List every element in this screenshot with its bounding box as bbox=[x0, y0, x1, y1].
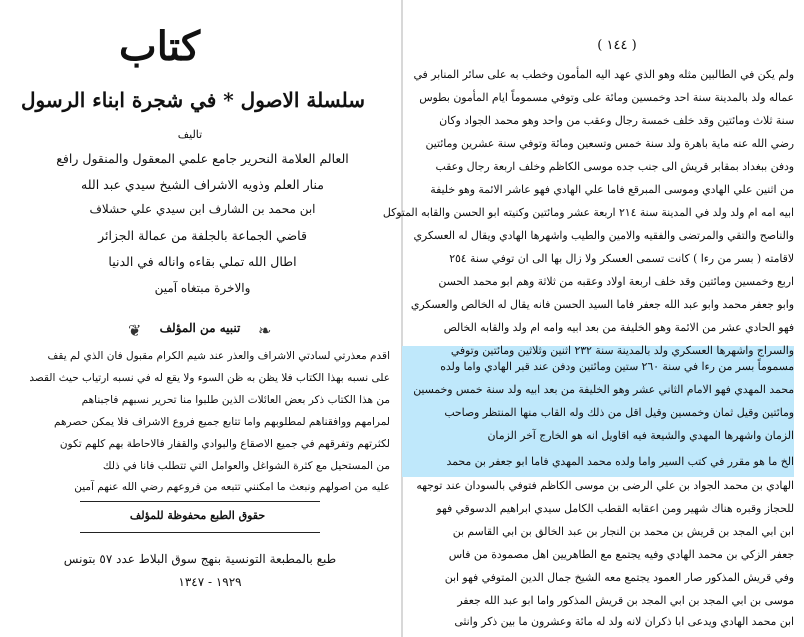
body-line: رضي الله عنه ماية باهرة ولد سنة خمس وتسعين ومائة وتوفي سنة عشرين ومائتين bbox=[425, 137, 794, 150]
author-line: اطال الله تملي بقاءه واناله في الدنيا bbox=[108, 254, 297, 269]
body-line: لاقامته ( بسر من رءا ) كانت تسمى العسكر ولا زال بها الى ان توفي سنة ٢٥٤ bbox=[449, 252, 794, 265]
body-line: من اثنين علي الهادي وموسى المبرقع فاما علي الهادي فهو عاشر الائمة وهو خليفة bbox=[430, 183, 794, 196]
page-gutter bbox=[401, 0, 403, 637]
author-line: ابن محمد بن الشارف ابن سيدي علي حشلاف bbox=[89, 202, 316, 216]
body-line: وابو جعفر محمد وابو عبد الله جعفر فاما السيد الحسن فانه يقال له الخالص والعسكري bbox=[410, 298, 794, 311]
body-line: سنة ثلاث ومائتين وقد خلف خمسة رجال وعقب من واحد وهو محمد الجواد وكان bbox=[439, 114, 794, 127]
note-title: تنبيه من المؤلف bbox=[159, 321, 241, 335]
note-line: لمرامهم ووافقناهم لمطلوبهم واما تتابع جميع فروع الاشراف فلا يمكن حصرهم bbox=[54, 416, 390, 428]
book-logo: كتاب bbox=[119, 23, 200, 70]
note-line: عليه من اصولهم ونبعث ما امكنني تتبعه من فروعهم رضي الله عنهم آمين bbox=[74, 481, 390, 493]
body-line: ولم يكن في الطالبين مثله وهو الذي عهد اليه المأمون وخطب به على سائر المنابر في bbox=[413, 68, 794, 81]
ornament-icon: ❦ bbox=[128, 321, 142, 340]
body-line: والسراج واشهرها العسكري ولد بالمدينة سنة ٢٣٢ اثنين وثلاثين ومائتين وتوفي bbox=[450, 344, 794, 357]
body-line: مسموماً بسر من رءا في سنة ٢٦٠ ستين ومائتين ودفن عند قبر الهادي واما ولده bbox=[440, 360, 794, 373]
body-line: الهادي بن محمد الجواد بن علي الرضى بن موسى الكاظم فتوفي بالسودان عند توجهه bbox=[416, 479, 794, 492]
body-line: عماله ولد بالمدينة سنة احد وخمسين ومائة على وتوفي مسموماً ايام المأمون بطوس bbox=[419, 91, 794, 104]
note-line: على نسبه بهذا الكتاب فلا يظن به ظن السوء ولا يقع له في نسبه ارتياب حيث القصد bbox=[29, 372, 390, 384]
printer-line: طبع بالمطبعة التونسية بنهج سوق البلاط عدد ٥٧ بتونس bbox=[63, 552, 337, 566]
author-line: قاضي الجماعة بالجلفة من عمالة الجزائر bbox=[98, 228, 307, 243]
body-line: والناصح والتقي والمرتضى والفقيه والامين والطيب واشهرها الهادي ويقال له العسكري bbox=[413, 229, 794, 242]
title-page bbox=[0, 0, 400, 637]
text-page bbox=[382, 0, 804, 637]
note-line: من هذا الكتاب ذكر بعض العائلات الذين طلبوا منا تحرير نسبهم فاجبناهم bbox=[81, 394, 390, 406]
author-line: العالم العلامة النحرير جامع علمي المعقول والمنقول رافع bbox=[56, 151, 349, 166]
body-line: اربع وخمسين ومائتين وقد خلف اربعة اولاد وعقبه من ثلاثة وهم ابو محمد الحسن bbox=[438, 275, 794, 288]
body-line: وفي قريش المذكور صار العمود يجتمع معه الشيخ جمال الدين المتوفي فهو ابن bbox=[444, 571, 794, 584]
body-line: الخ ما هو مقرر في كتب السير واما ولده محمد المهدي فاما ابو جعفر بن محمد bbox=[446, 455, 794, 468]
rights-notice: حقوق الطبع محفوظة للمؤلف bbox=[129, 509, 266, 522]
author-line: منار العلم وذويه الاشراف الشيخ سيدي عبد الله bbox=[81, 177, 324, 192]
body-line: ومائتين وقيل ثمان وخمسين وقيل اقل من ذلك وله القاب منها المنتظر وصاحب bbox=[444, 406, 794, 419]
note-line: من المستحيل مع كثرة الشواغل والعوامل التي تتطلب فانا في ذلك bbox=[102, 460, 390, 472]
note-line: لكثرتهم وتفرقهم في جميع الاصقاع والبوادي والقفار فالاحاطة بهم كلهم تكون bbox=[59, 438, 390, 450]
body-line: فهو الحادي عشر من الائمة وهو الخليفة من بعد ابيه وامه ام ولد والقابه الخالص bbox=[443, 321, 794, 334]
page-number: ( ١٤٤ ) bbox=[597, 38, 637, 53]
body-line: ابن محمد الهادي ويدعى ابا ذكران لانه ولد له مائة وعشرون ما بين ذكر وانثى bbox=[454, 615, 794, 628]
note-line: اقدم معذرتي لسادتي الاشراف والعذر عند شيم الكرام مقبول فان الذي لم يقف bbox=[47, 350, 390, 362]
body-line: للحجاز وقبره هناك شهير ومن اعقابه القطب الكامل سيدي ابراهيم الدسوقي فهو bbox=[436, 502, 794, 515]
body-line: ودفن ببغداد بمقابر قريش الى جنب جده موسى الكاظم وخلف اربعة رجال وعقب bbox=[435, 160, 794, 173]
series-title: سلسلة الاصول * في شجرة ابناء الرسول bbox=[21, 88, 365, 112]
body-line: جعفر الزكي بن محمد الهادي وفيه يجتمع مع الطاهريين اهل مصمودة من فاس bbox=[448, 548, 794, 561]
print-year: ١٩٢٩ - ١٣٤٧ bbox=[178, 575, 242, 589]
author-label: تاليف bbox=[177, 128, 203, 141]
divider bbox=[80, 501, 320, 502]
body-line: موسى بن ابي المجد بن ابي المجد بن قريش المذكور واما ابو عبد الله جعفر bbox=[457, 594, 794, 607]
body-line: محمد المهدي فهو الامام الثاني عشر وهو الخليفة من بعد ابيه ولد سنة خمس وخمسين bbox=[413, 383, 794, 396]
body-line: ابيه امه ام ولد ولد في المدينة سنة ٢١٤ اربعة عشر ومائتين وكنيته ابو الحسن والقابه المتوكل bbox=[382, 206, 794, 219]
author-line: والاخرة مبتغاه آمين bbox=[154, 281, 251, 295]
body-line: ابن ابي المجد بن قريش بن محمد بن النجار بن عبد الخالق بن ابي القاسم بن bbox=[452, 525, 794, 538]
body-line: الزمان واشهرها المهدي والشيعة فيه اقاويل انه هو الخارج آخر الزمان bbox=[487, 429, 794, 442]
ornament-icon: ❧ bbox=[258, 321, 272, 340]
divider bbox=[80, 532, 320, 533]
